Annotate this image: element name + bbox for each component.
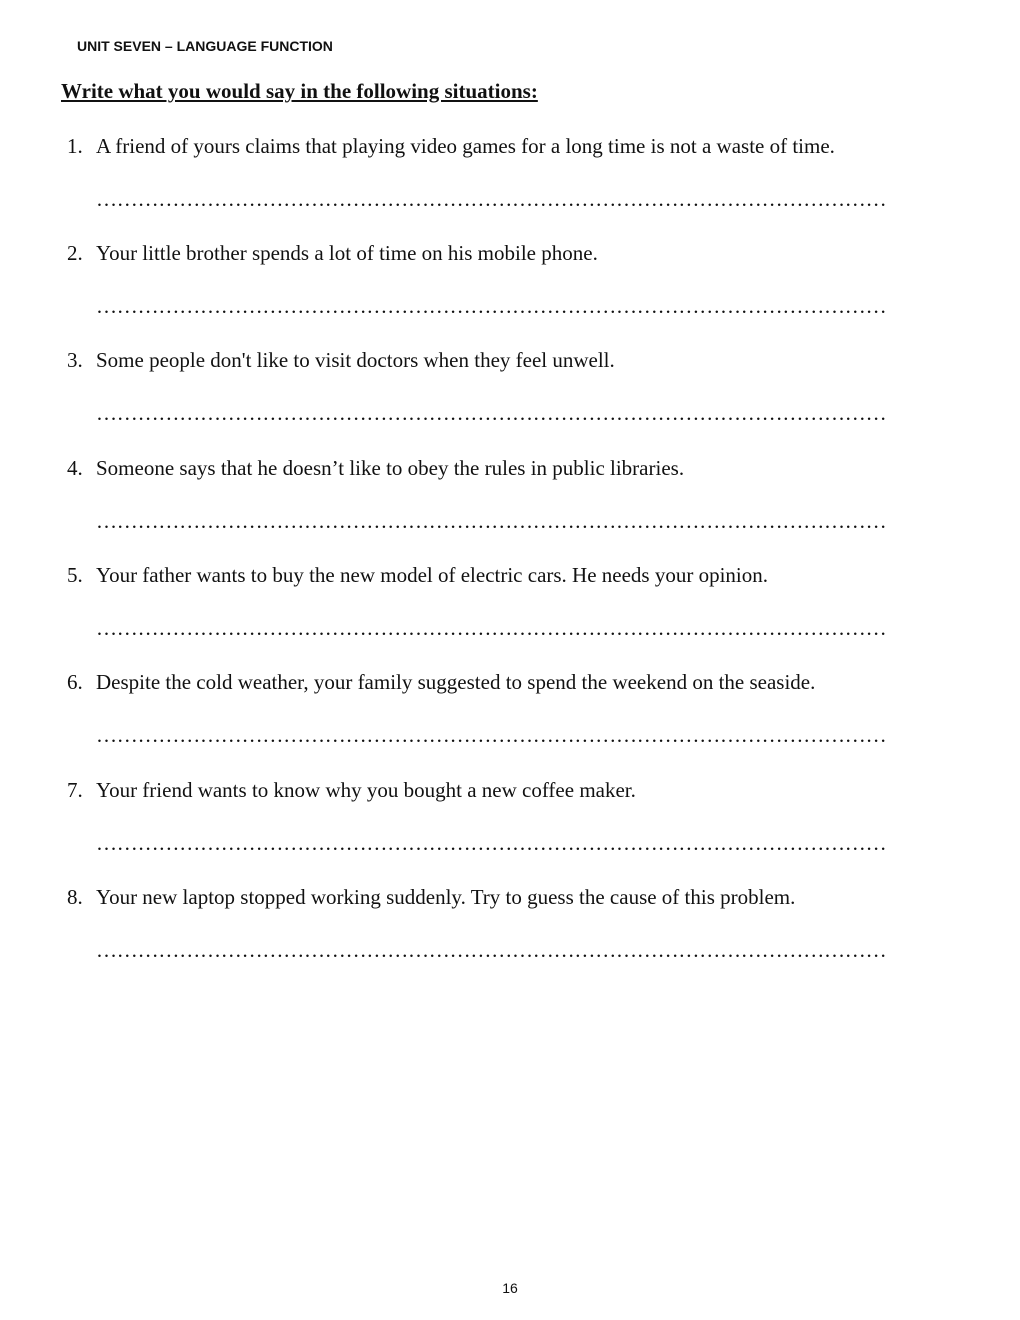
answer-line[interactable]: ……………………………………………………………………………………………………: [96, 509, 887, 533]
question-text: Your little brother spends a lot of time on his mobile phone.: [96, 241, 598, 265]
question-number: 7.: [67, 778, 83, 802]
answer-line[interactable]: ……………………………………………………………………………………………………: [96, 401, 887, 425]
question-number: 6.: [67, 670, 83, 694]
answer-line[interactable]: ……………………………………………………………………………………………………: [96, 616, 887, 640]
answer-line[interactable]: ……………………………………………………………………………………………………: [96, 831, 887, 855]
question-number: 3.: [67, 348, 83, 372]
answer-line[interactable]: ……………………………………………………………………………………………………: [96, 187, 887, 211]
question-number: 1.: [67, 134, 83, 158]
question-text: A friend of yours claims that playing video games for a long time is not a waste of time.: [96, 134, 835, 158]
question-text: Someone says that he doesn’t like to obey the rules in public libraries.: [96, 456, 685, 480]
answer-line[interactable]: ……………………………………………………………………………………………………: [96, 938, 887, 962]
question-number: 4.: [67, 456, 83, 480]
instructions-heading: Write what you would say in the following situations:: [61, 79, 538, 103]
question-text: Despite the cold weather, your family suggested to spend the weekend on the seaside.: [96, 670, 816, 694]
page-number: 16: [502, 1280, 518, 1296]
answer-line[interactable]: ……………………………………………………………………………………………………: [96, 723, 887, 747]
question-text: Some people don't like to visit doctors when they feel unwell.: [96, 348, 615, 372]
question-text: Your new laptop stopped working suddenly. Try to guess the cause of this problem.: [96, 885, 796, 909]
question-text: Your father wants to buy the new model of electric cars. He needs your opinion.: [96, 563, 769, 587]
answer-line[interactable]: ……………………………………………………………………………………………………: [96, 294, 887, 318]
question-text: Your friend wants to know why you bought a new coffee maker.: [96, 778, 636, 802]
unit-title: UNIT SEVEN – LANGUAGE FUNCTION: [77, 38, 333, 54]
question-number: 8.: [67, 885, 83, 909]
question-number: 5.: [67, 563, 83, 587]
question-number: 2.: [67, 241, 83, 265]
